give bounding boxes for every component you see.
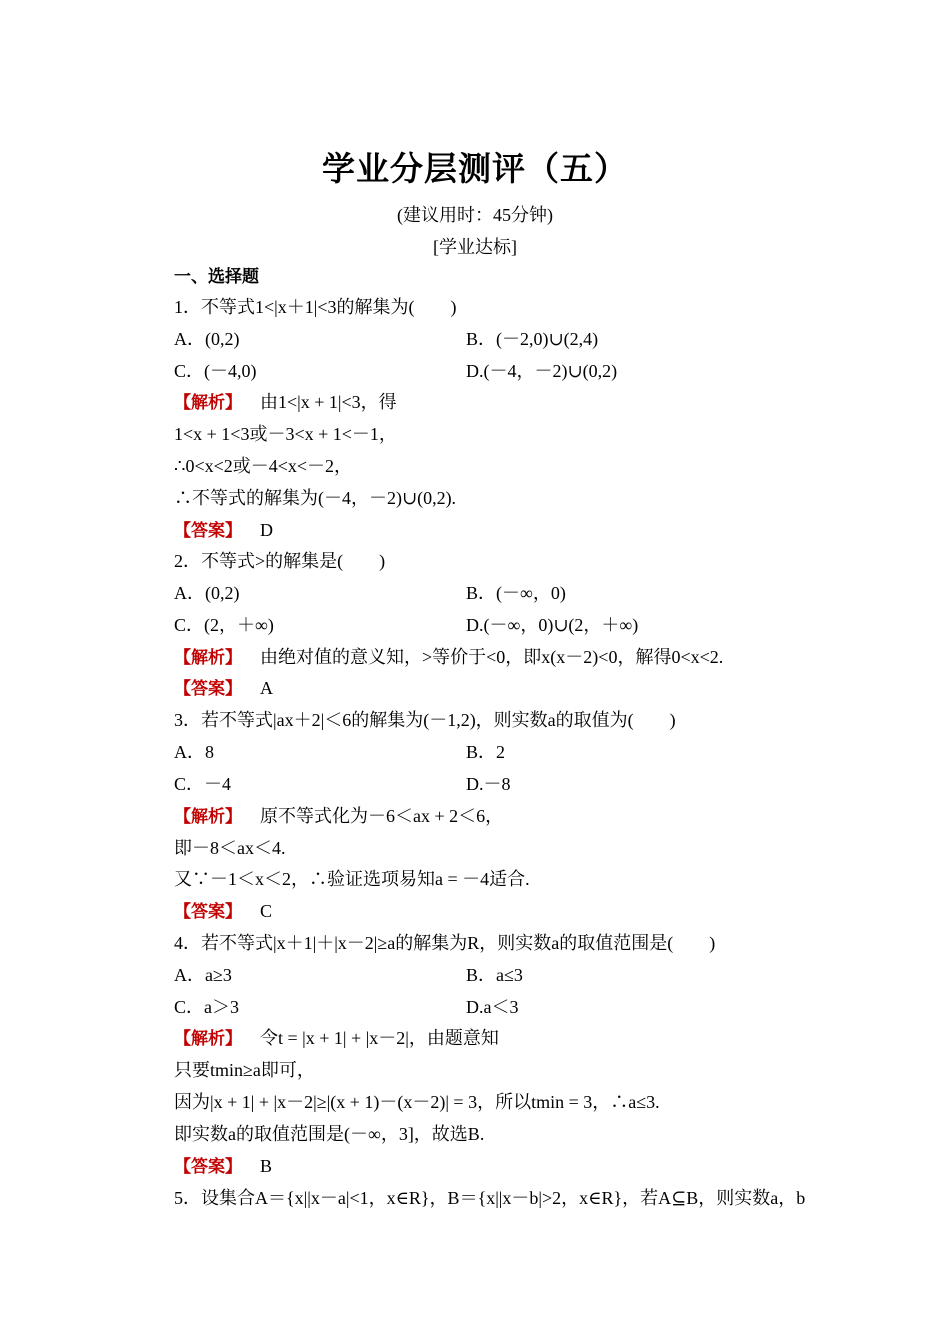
- q2-stem: 2．不等式>的解集是( ): [174, 551, 386, 571]
- q4-option-b: B．a≤3: [466, 965, 523, 985]
- answer-tag: 【答案】: [174, 902, 242, 922]
- section-heading: 一、选择题: [174, 267, 259, 287]
- q4-analysis-text: 令t = |x + 1| + |x－2|，由题意知: [260, 1028, 499, 1048]
- q3-option-c: C．－4: [174, 774, 232, 794]
- q3-answer: C: [260, 901, 273, 921]
- analysis-tag: 【解析】: [174, 648, 242, 668]
- q3-analysis-line: [174, 805, 503, 828]
- answer-tag: 【答案】: [174, 521, 242, 541]
- q2-option-d: D.(－∞，0)∪(2，＋∞): [466, 615, 639, 635]
- q1-option-b: B．(－2,0)∪(2,4): [466, 329, 599, 349]
- q1-stem: 1．不等式1<|x＋1|<3的解集为( ): [174, 297, 457, 317]
- q1-analysis-line: ∴不等式的解集为(－4，－2)∪(0,2).: [174, 488, 457, 508]
- q1-answer: D: [260, 520, 273, 540]
- q1-analysis-text: 由1<|x + 1|<3，得: [260, 392, 397, 412]
- q3-analysis-line: 又∵－1＜x＜2，∴验证选项易知a = －4适合.: [174, 869, 530, 889]
- q3-option-b: B．2: [466, 742, 506, 762]
- q1-option-c: C．(－4,0): [174, 361, 257, 381]
- q4-option-d: D.a＜3: [466, 997, 519, 1017]
- q4-answer-line: [174, 1155, 272, 1178]
- q1-answer-line: [174, 519, 273, 542]
- q1-analysis-line: 1<x + 1<3或－3<x + 1<－1，: [174, 424, 397, 444]
- q3-option-d: D.－8: [466, 774, 511, 794]
- q1-analysis-line: ∴0<x<2或－4<x<－2，: [174, 456, 353, 476]
- analysis-tag: 【解析】: [174, 807, 242, 827]
- q4-option-a: A．a≥3: [174, 965, 232, 985]
- q4-analysis-line: 因为|x + 1| + |x－2|≥|(x + 1)－(x－2)| = 3，所以tmin = 3，∴a≤3.: [174, 1092, 660, 1112]
- q2-analysis-line: [174, 646, 723, 669]
- q4-analysis-line: [174, 1027, 499, 1050]
- level-heading: [学业达标]: [433, 237, 517, 257]
- q4-option-c: C．a＞3: [174, 997, 239, 1017]
- page-title: 学业分层测评（五）: [322, 149, 628, 188]
- q2-analysis-text: 由绝对值的意义知，>等价于<0，即x(x－2)<0，解得0<x<2.: [260, 647, 724, 667]
- q3-analysis-text: 原不等式化为－6＜ax + 2＜6，: [260, 806, 504, 826]
- time-note: (建议用时：45分钟): [397, 205, 553, 225]
- q2-option-b: B．(－∞，0): [466, 583, 566, 603]
- answer-tag: 【答案】: [174, 679, 242, 699]
- q1-option-d: D.(－4，－2)∪(0,2): [466, 361, 618, 381]
- q2-option-c: C．(2，＋∞): [174, 615, 274, 635]
- q2-answer: A: [260, 678, 273, 698]
- analysis-tag: 【解析】: [174, 393, 242, 413]
- q4-analysis-line: 即实数a的取值范围是(－∞，3]，故选B.: [174, 1124, 485, 1144]
- analysis-tag: 【解析】: [174, 1029, 242, 1049]
- q3-stem: 3．若不等式|ax＋2|＜6的解集为(－1,2)，则实数a的取值为( ): [174, 710, 676, 730]
- q4-analysis-line: 只要tmin≥a即可，: [174, 1060, 315, 1080]
- q1-analysis-line: [174, 391, 397, 414]
- q2-option-a: A．(0,2): [174, 583, 240, 603]
- q4-stem: 4．若不等式|x＋1|＋|x－2|≥a的解集为R，则实数a的取值范围是( ): [174, 933, 716, 953]
- q2-answer-line: [174, 677, 273, 700]
- q1-option-a: A．(0,2): [174, 329, 240, 349]
- q3-analysis-line: 即－8＜ax＜4.: [174, 838, 286, 858]
- q5-stem: 5．设集合A＝{x||x－a|<1，x∈R}，B＝{x||x－b|>2，x∈R}，若A⊆B，则实数a，b: [174, 1188, 806, 1208]
- q3-option-a: A．8: [174, 742, 214, 762]
- answer-tag: 【答案】: [174, 1157, 242, 1177]
- q4-answer: B: [260, 1156, 273, 1176]
- q3-answer-line: [174, 900, 272, 923]
